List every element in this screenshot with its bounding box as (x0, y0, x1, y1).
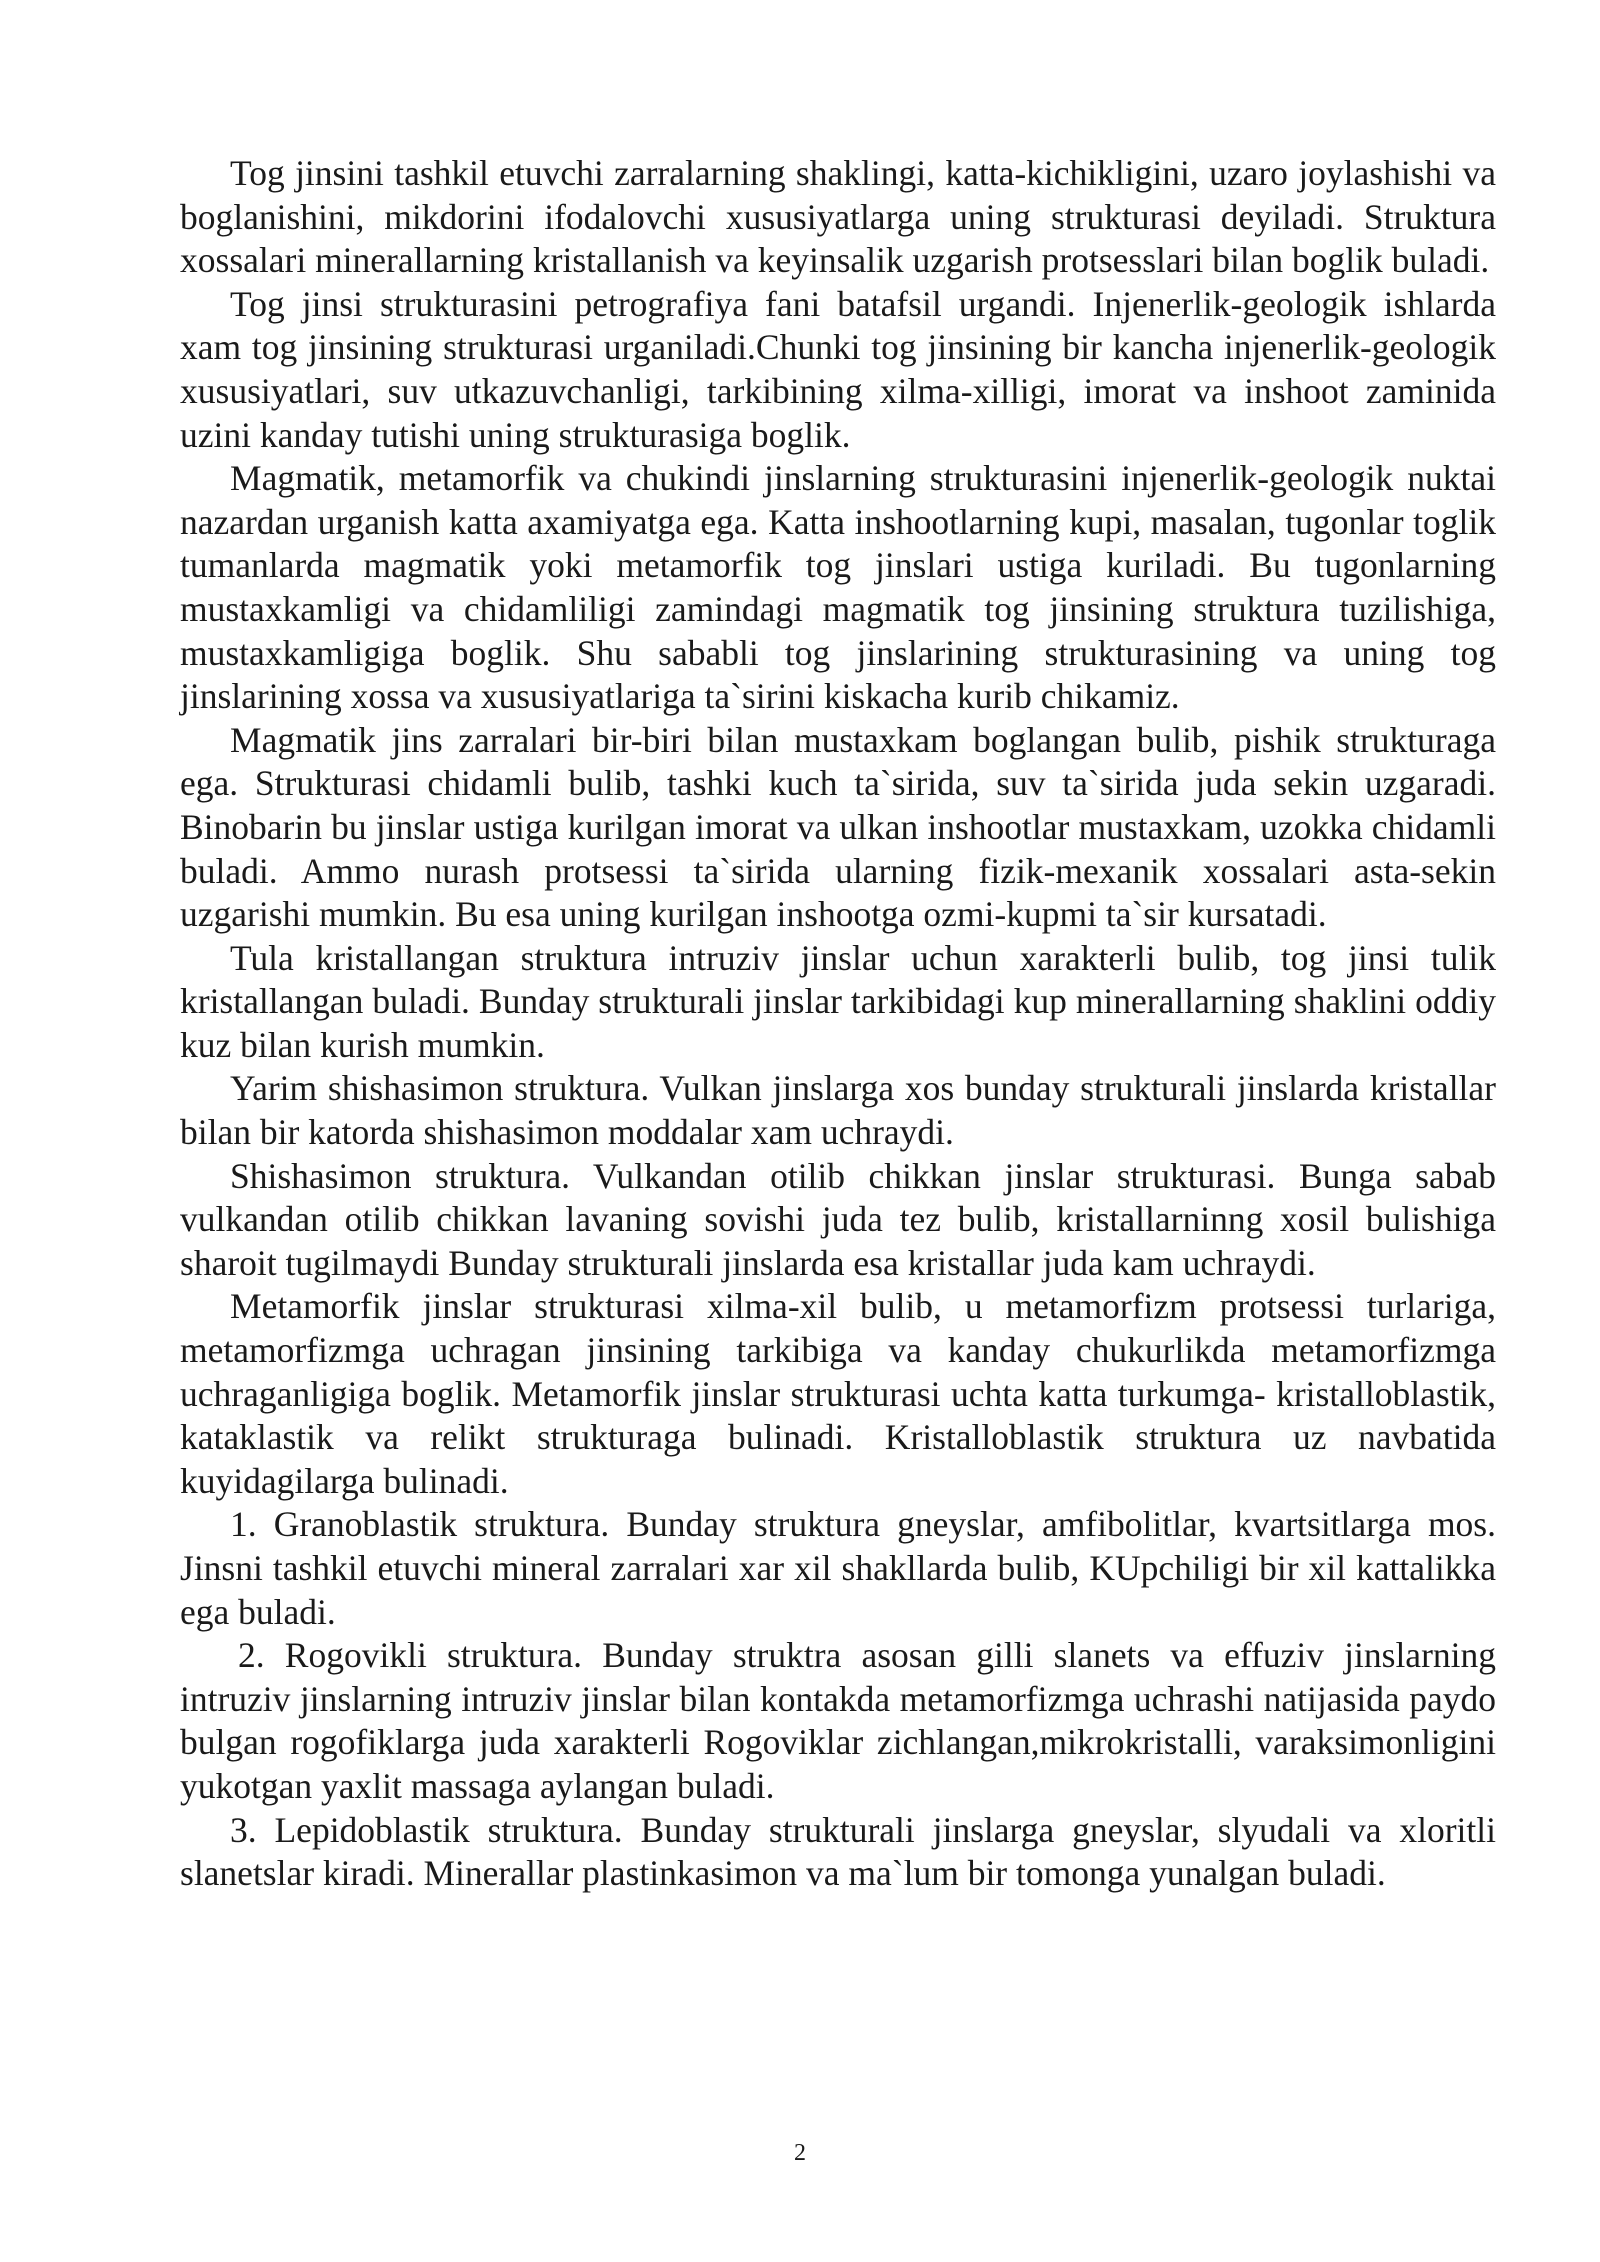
list-item-rogovik: 2. Rogovikli struktura. Bunday struktra asosan gilli slanets va effuziv jinslarning intruziv jinslarning intruziv jinslar bilan kontakda metamorfizmga uchrashi natijasida paydo bulgan rogofiklarga juda xarakterli Rogoviklar zichlangan,mikrokristalli, varaksimonligini yukotgan yaxlit massaga aylangan buladi. (180, 1635, 1496, 1806)
document-page (180, 152, 1496, 1896)
list-item-lepidoblastic: 3. Lepidoblastik struktura. Bunday strukturali jinslarga gneyslar, slyudali va xloritli slanetslar kiradi. Minerallar plastinkasimon va ma`lum bir tomonga yunalgan buladi. (180, 1809, 1496, 1894)
paragraph-metamorphic: Metamorfik jinslar strukturasi xilma-xil bulib, u metamorfizm protsessi turlariga, metamorfizmga uchragan jinsining tarkibiga va kanday chukurlikda metamorfizmga uchraganligiga boglik. Metamorfik jinslar strukturasi uchta katta turkumga- kristalloblastik, kataklastik va relikt strukturaga bulinadi. Kristalloblastik struktura uz navbatida kuyidagilarga bulinadi. (180, 1286, 1496, 1501)
paragraph-structure-definition: Tog jinsini tashkil etuvchi zarralarning shaklingi, katta-kichikligini, uzaro joylashishi va boglanishini, mikdorini ifodalovchi xususiyatlarga uning strukturasi deyiladi. Struktura xossalari minerallarning kristallanish va keyinsalik uzgarish protsesslari bilan boglik buladi. (180, 153, 1496, 281)
paragraph-magmatic: Magmatik jins zarralari bir-biri bilan mustaxkam boglangan bulib, pishik strukturaga ega. Strukturasi chidamli bulib, tashki kuch ta`sirida, suv ta`sirida juda sekin uzgaradi. Binobarin bu jinslar ustiga kurilgan imorat va ulkan inshootlar mustaxkam, uzokka chidamli buladi. Ammo nurash protsessi ta`sirida ularning fizik-mexanik xossalari asta-sekin uzgarishi mumkin. Bu esa uning kurilgan inshootga ozmi-kupmi ta`sir kursatadi. (180, 719, 1496, 935)
paragraph-semi-glassy: Yarim shishasimon struktura. Vulkan jinslarga xos bunday strukturali jinslarda kristallar bilan bir katorda shishasimon moddalar xam uchraydi. (180, 1068, 1496, 1153)
paragraph-rock-types: Magmatik, metamorfik va chukindi jinslarning strukturasini injenerlik-geologik nuktai nazardan urganish katta axamiyatga ega. Katta inshootlarning kupi, masalan, tugonlar toglik tumanlarda magmatik yoki metamorfik tog jinslari ustiga kuriladi. Bu tugonlarning mustaxkamligi va chidamliligi zamindagi magmatik tog jinsining struktura tuzilishiga, mustaxkamligiga boglik. Shu sababli tog jinslarining strukturasining va uning tog jinslarining xossa va xususiyatlariga ta`sirini kiskacha kurib chikamiz. (180, 458, 1496, 717)
page-number: 2 (794, 2140, 806, 2166)
paragraph-glassy: Shishasimon struktura. Vulkandan otilib chikkan jinslar strukturasi. Bunga sabab vulkandan otilib chikkan lavaning sovishi juda tez bulib, kristallarninng xosil bulishiga sharoit tugilmaydi Bunday strukturali jinslarda esa kristallar juda kam uchraydi. (180, 1155, 1496, 1283)
list-item-granoblastic: 1. Granoblastik struktura. Bunday struktura gneyslar, amfibolitlar, kvartsitlarga mos. Jinsni tashkil etuvchi mineral zarralari xar xil shakllarda bulib, KUpchiligi bir xil kattalikka ega buladi. (180, 1504, 1496, 1632)
paragraph-petrography: Tog jinsi strukturasini petrografiya fani batafsil urgandi. Injenerlik-geologik ishlarda xam tog jinsining strukturasi urganiladi.Chunki tog jinsining bir kancha injenerlik-geologik xususiyatlari, suv utkazuvchanligi, tarkibining xilma-xilligi, imorat va inshoot zaminida uzini kanday tutishi uning strukturasiga boglik. (180, 283, 1496, 455)
paragraph-full-crystalline: Tula kristallangan struktura intruziv jinslar uchun xarakterli bulib, tog jinsi tulik kristallangan buladi. Bunday strukturali jinslar tarkibidagi kup minerallarning shaklini oddiy kuz bilan kurish mumkin. (180, 937, 1496, 1065)
